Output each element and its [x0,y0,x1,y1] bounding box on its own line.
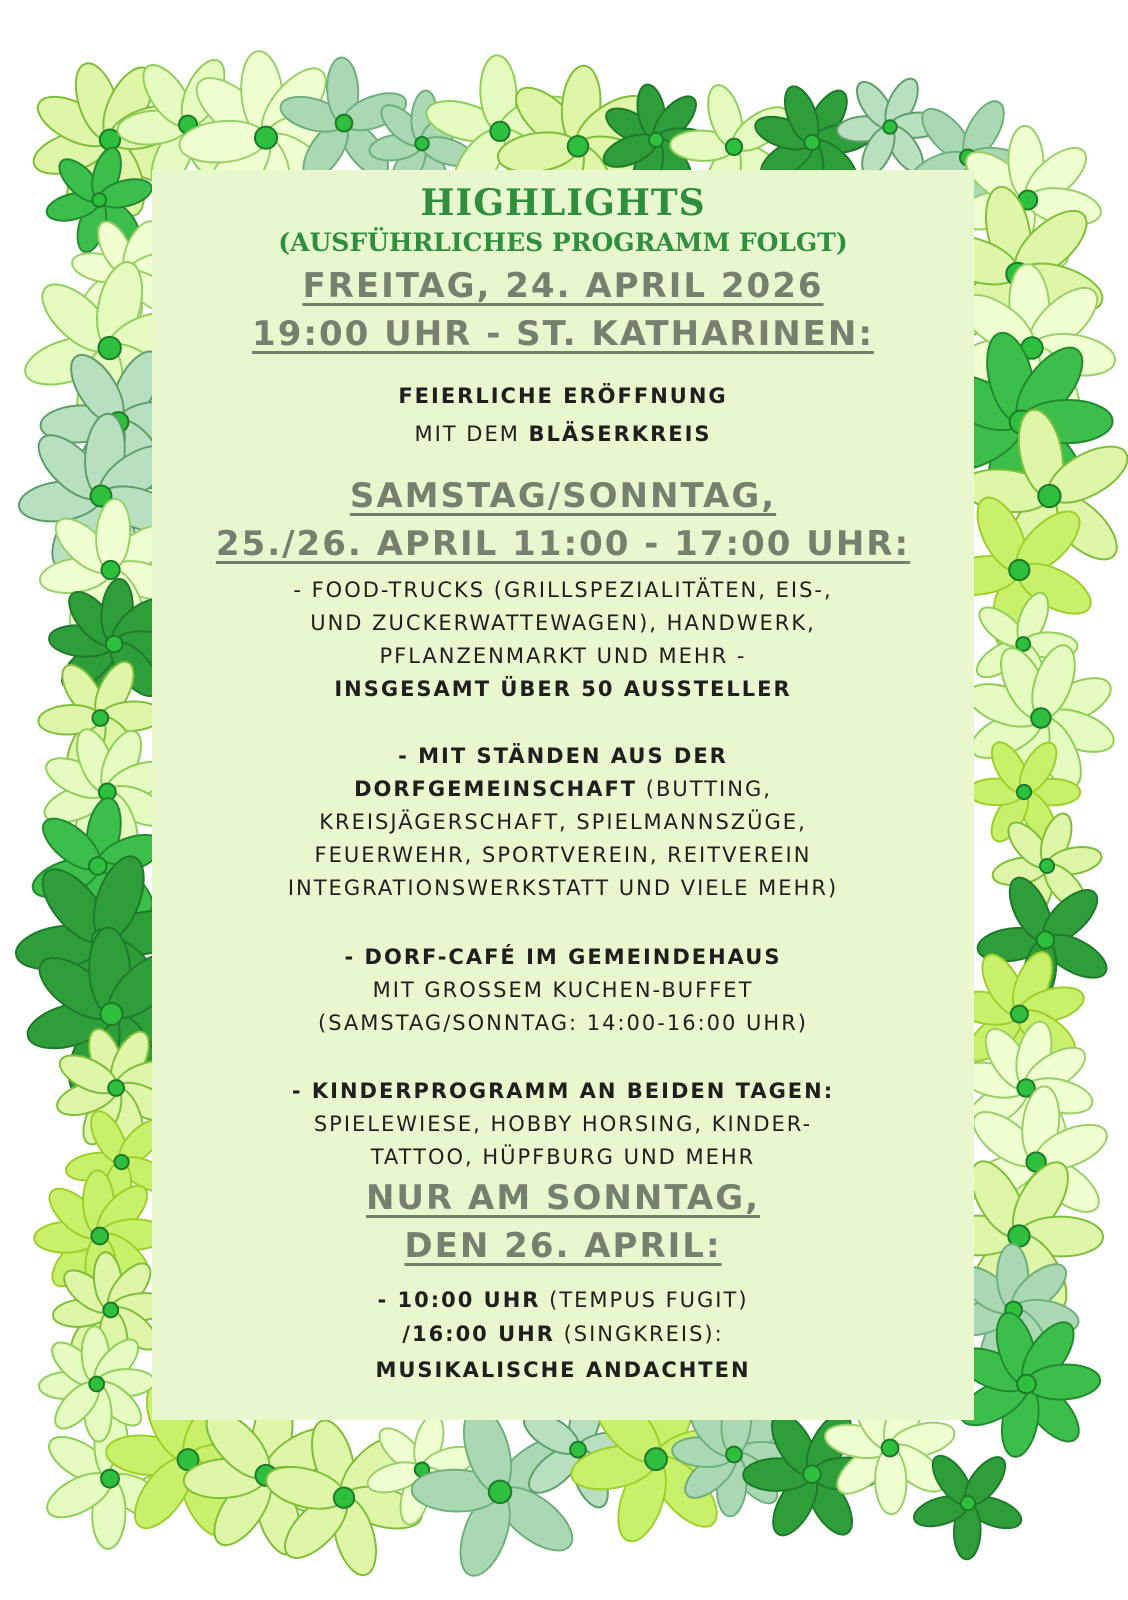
friday-opening: FEIERLICHE ERÖFFNUNG [398,384,728,408]
weekend-food-2: UND ZUCKERWATTEWAGEN), HANDWERK, [310,611,816,635]
weekend-stands-4: FEUERWEHR, SPORTVEREIN, REITVEREIN [314,843,812,867]
weekend-food-3: PFLANZENMARKT UND MEHR - [379,644,747,668]
weekend-stands-1: - MIT STÄNDEN AUS DER [398,744,728,768]
sunday-heading-1: NUR AM SONNTAG, [365,1178,761,1218]
weekend-food-4: INSGESAMT ÜBER 50 AUSSTELLER [334,677,792,701]
weekend-cafe-3: (SAMSTAG/SONNTAG: 14:00-16:00 UHR) [318,1011,808,1035]
sunday-line-3: MUSIKALISCHE ANDACHTEN [375,1358,751,1382]
weekend-stands-2: DORFGEMEINSCHAFT (BUTTING, [354,777,772,801]
poster-title: HIGHLIGHTS [420,182,706,224]
weekend-kids-2: SPIELEWIESE, HOBBY HORSING, KINDER- [313,1112,813,1136]
weekend-cafe-2: MIT GROSSEM KUCHEN-BUFFET [372,978,754,1002]
sunday-heading-2: DEN 26. APRIL: [404,1226,722,1266]
weekend-stands-5: INTEGRATIONSWERKSTATT UND VIELE MEHR) [287,876,839,900]
weekend-kids-1: - KINDERPROGRAMM AN BEIDEN TAGEN: [291,1079,835,1103]
friday-heading-date: FREITAG, 24. APRIL 2026 [302,266,824,306]
weekend-stands-3: KREISJÄGERSCHAFT, SPIELMANNSZÜGE, [319,810,807,834]
friday-heading-time: 19:00 UHR - ST. KATHARINEN: [252,314,874,354]
weekend-heading-days: SAMSTAG/SONNTAG, [349,476,777,516]
weekend-kids-3: TATTOO, HÜPFBURG UND MEHR [370,1145,756,1169]
friday-band: MIT DEM BLÄSERKREIS [414,422,712,446]
sunday-line-2: /16:00 UHR (SINGKREIS): [402,1322,724,1346]
weekend-cafe-1: - DORF-CAFÉ IM GEMEINDEHAUS [344,945,782,969]
poster-content [152,170,974,1420]
weekend-food-1: - FOOD-TRUCKS (GRILLSPEZIALITÄTEN, EIS-, [293,578,833,602]
sunday-line-1: - 10:00 UHR (TEMPUS FUGIT) [377,1288,749,1312]
flower-shape [38,1326,154,1442]
weekend-heading-time: 25./26. APRIL 11:00 - 17:00 UHR: [215,524,911,564]
poster-subtitle: (AUSFÜHRLICHES PROGRAMM FOLGT) [278,228,848,257]
